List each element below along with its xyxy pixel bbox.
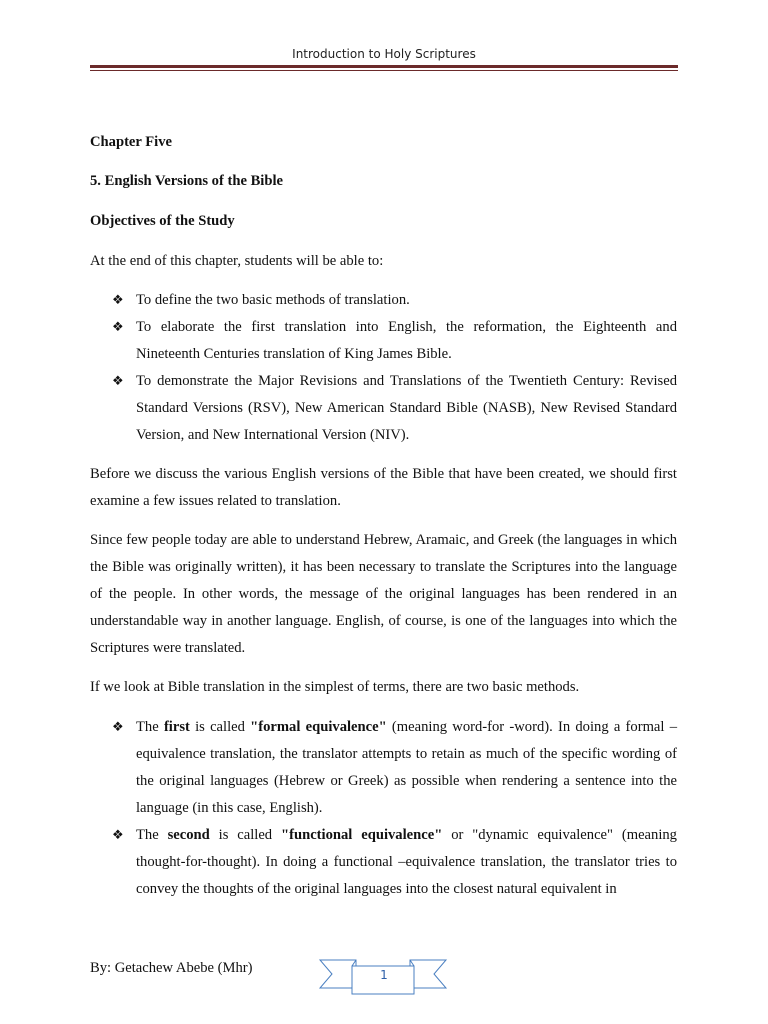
chapter-title: Chapter Five — [90, 134, 173, 150]
section-title: 5. English Versions of the Bible — [90, 173, 284, 189]
paragraph — [90, 461, 677, 515]
method-ordinal: first — [163, 719, 190, 735]
objective-text: To elaborate the first translation into English, the reformation, the Eighteenth and Nineteenth Centuries translation of King James Bible. — [136, 319, 677, 362]
paragraph — [90, 527, 677, 662]
method-text: is called — [189, 719, 251, 735]
method-text: The — [136, 827, 168, 843]
method-text: is called — [209, 827, 281, 843]
method-term: "formal equivalence" — [250, 719, 387, 735]
objective-item — [90, 287, 677, 314]
header-divider — [90, 65, 678, 71]
diamond-bullet-icon: ❖ — [112, 828, 124, 843]
method-item — [90, 714, 677, 822]
objective-item — [90, 314, 677, 368]
diamond-bullet-icon: ❖ — [112, 374, 124, 389]
page-number: 1 — [380, 968, 388, 982]
method-term: "functional equivalence" — [281, 827, 443, 843]
header-divider-thin — [90, 70, 678, 71]
header-divider-thick — [90, 65, 678, 68]
diamond-bullet-icon: ❖ — [112, 720, 124, 735]
paragraph-text: Before we discuss the various English versions of the Bible that have been created, we should first examine a few issues related to translation. — [90, 466, 677, 509]
paragraph-text: Since few people today are able to understand Hebrew, Aramaic, and Greek (the languages in which the Bible was originally written), it has been necessary to translate the Scriptures into the language of the people. In other words, the message of the original languages has been rendered in an understandable way in another language. English, of course, is one of the languages into which the Scriptures were translated. — [90, 532, 677, 656]
objectives-intro: At the end of this chapter, students will be able to: — [90, 253, 384, 269]
objectives-heading: Objectives of the Study — [90, 213, 235, 229]
objective-item — [90, 368, 677, 449]
diamond-bullet-icon: ❖ — [112, 320, 124, 335]
paragraph — [90, 674, 677, 701]
method-text: (meaning word-for -word). In doing a formal –equivalence translation, the translator attempts to retain as much of the specific wording of the original languages (Hebrew or Greek) as possible when rendering a sentence into the language (in this case, English). — [136, 719, 677, 816]
footer-author: By: Getachew Abebe (Mhr) — [90, 960, 253, 976]
methods-list — [90, 714, 677, 903]
method-ordinal: second — [167, 827, 210, 843]
objective-text: To define the two basic methods of translation. — [136, 292, 410, 308]
method-text: The — [136, 719, 164, 735]
objectives-list — [90, 287, 677, 449]
objective-text: To demonstrate the Major Revisions and Translations of the Twentieth Century: Revised Standard Versions (RSV), New American Standard Bible (NASB), New Revised Standard Version, and New International Version (NIV). — [136, 373, 677, 443]
paragraph-text: If we look at Bible translation in the simplest of terms, there are two basic methods. — [90, 679, 580, 695]
diamond-bullet-icon: ❖ — [112, 293, 124, 308]
page-header-title: Introduction to Holy Scriptures — [292, 47, 476, 61]
method-text: or "dynamic equivalence" (meaning thought-for-thought). In doing a functional –equivalence translation, the translator tries to convey the thoughts of the original languages into the closest natural equivalent in — [136, 827, 677, 897]
method-item — [90, 822, 677, 903]
